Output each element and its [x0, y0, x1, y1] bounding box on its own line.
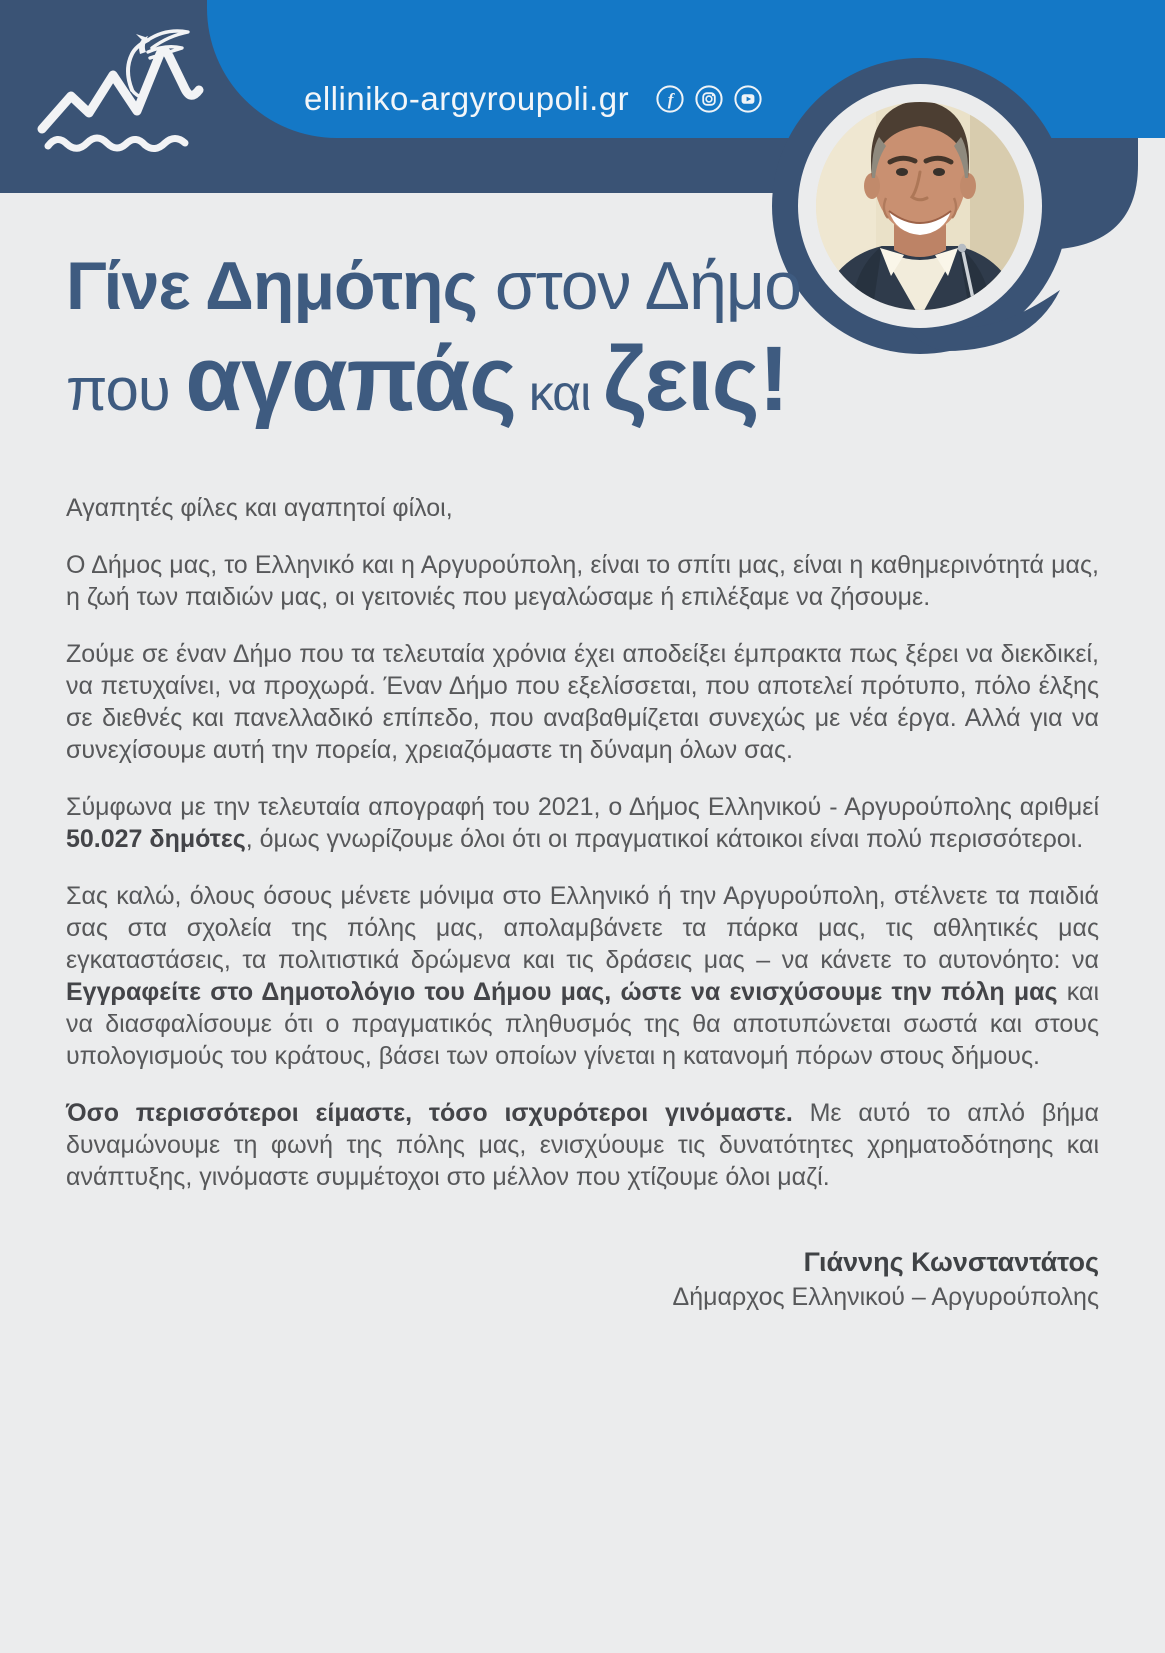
page-title	[66, 250, 1099, 432]
census-text-pre: Σύμφωνα με την τελευταία απογραφή του 2021, ο Δήμος Ελληνικού - Αργυρούπολης αριθμεί	[66, 793, 1099, 822]
invitation-text-post: και να διασφαλίσουμε ότι ο πραγματικός πληθυσμός της θα αποτυπώνεται σωστά και στους υπολογισμούς του κράτους, βάσει των οποίων γίνεται η κατανομή πόρων στους δήμους.	[66, 978, 1099, 1071]
title-line2-bold1: αγαπάς	[185, 328, 516, 431]
invitation-call-bold: Εγγραφείτε στο Δημοτολόγιο του Δήμου μας, ώστε να ενισχύσουμε την πόλη μας	[66, 978, 1058, 1007]
title-line2-word1: που	[66, 356, 186, 424]
title-line2-word2: και	[515, 365, 604, 422]
census-number-bold: 50.027 δημότες	[66, 825, 246, 854]
strength-text-post: Με αυτό το απλό βήμα δυναμώνουμε τη φωνή της πόλης μας, ενισχύουμε τις δυνατότητες χρηματοδότησης και ανάπτυξης, γινόμαστε συμμέτοχοι στο μέλλον που χτίζουμε όλοι μαζί.	[66, 1099, 1099, 1192]
paragraph-home: Ο Δήμος μας, το Ελληνικό και η Αργυρούπολη, είναι το σπίτι μας, είναι η καθημερινότητά μας, η ζωή των παιδιών μας, οι γειτονιές που μεγαλώσαμε ή επιλέξαμε να ζήσουμε.	[66, 551, 1099, 612]
signature-role: Δήμαρχος Ελληνικού – Αργυρούπολης	[672, 1282, 1099, 1311]
salutation: Αγαπητές φίλες και αγαπητοί φίλοι,	[66, 494, 453, 523]
svg-text:f: f	[667, 90, 674, 109]
paragraph-invitation	[66, 880, 1099, 1072]
paragraph-progress: Ζούμε σε έναν Δήμο που τα τελευταία χρόνια έχει αποδείξει έμπρακτα πως ξέρει να διεκδικεί, να πετυχαίνει, να προχωρά. Έναν Δήμο που εξελίσσεται, που αποτελεί πρότυπο, πόλο έλξης σε διεθνές και πανελλαδικό επίπεδο, που αναβαθμίζεται συνεχώς με νέα έργα. Αλλά για να συνεχίσουμε αυτή την πορεία, χρειαζόμαστε τη δύναμη όλων σας.	[66, 640, 1099, 765]
paragraph-census	[66, 791, 1099, 855]
invitation-text-pre: Σας καλώ, όλους όσους μένετε μόνιμα στο Ελληνικό ή την Αργυρούπολη, στέλνετε τα παιδιά σας στα σχολεία της πόλης μας, απολαμβάνετε τα πάρκα μας, τις αθλητικές μας εγκαταστάσεις, τα πολιτιστικά δρώμενα και τις δράσεις μας – να κάνετε το αυτονόητο: να	[66, 882, 1099, 975]
title-line1-rest: στον Δήμο	[476, 248, 801, 324]
title-line1-bold: Γίνε Δημότης	[66, 248, 477, 324]
title-line2-bold2: ζεις!	[603, 328, 789, 431]
paragraph-strength	[66, 1097, 1099, 1193]
website-link[interactable]: elliniko-argyroupoli.gr	[304, 80, 630, 117]
signature-block	[66, 1245, 1099, 1313]
strength-bold: Όσο περισσότεροι είμαστε, τόσο ισχυρότεροι γινόμαστε.	[66, 1099, 793, 1128]
signature-name: Γιάννης Κωνσταντάτος	[803, 1247, 1099, 1278]
census-text-post: , όμως γνωρίζουμε όλοι ότι οι πραγματικοί κάτοικοι είναι πολύ περισσότεροι.	[245, 825, 1084, 854]
